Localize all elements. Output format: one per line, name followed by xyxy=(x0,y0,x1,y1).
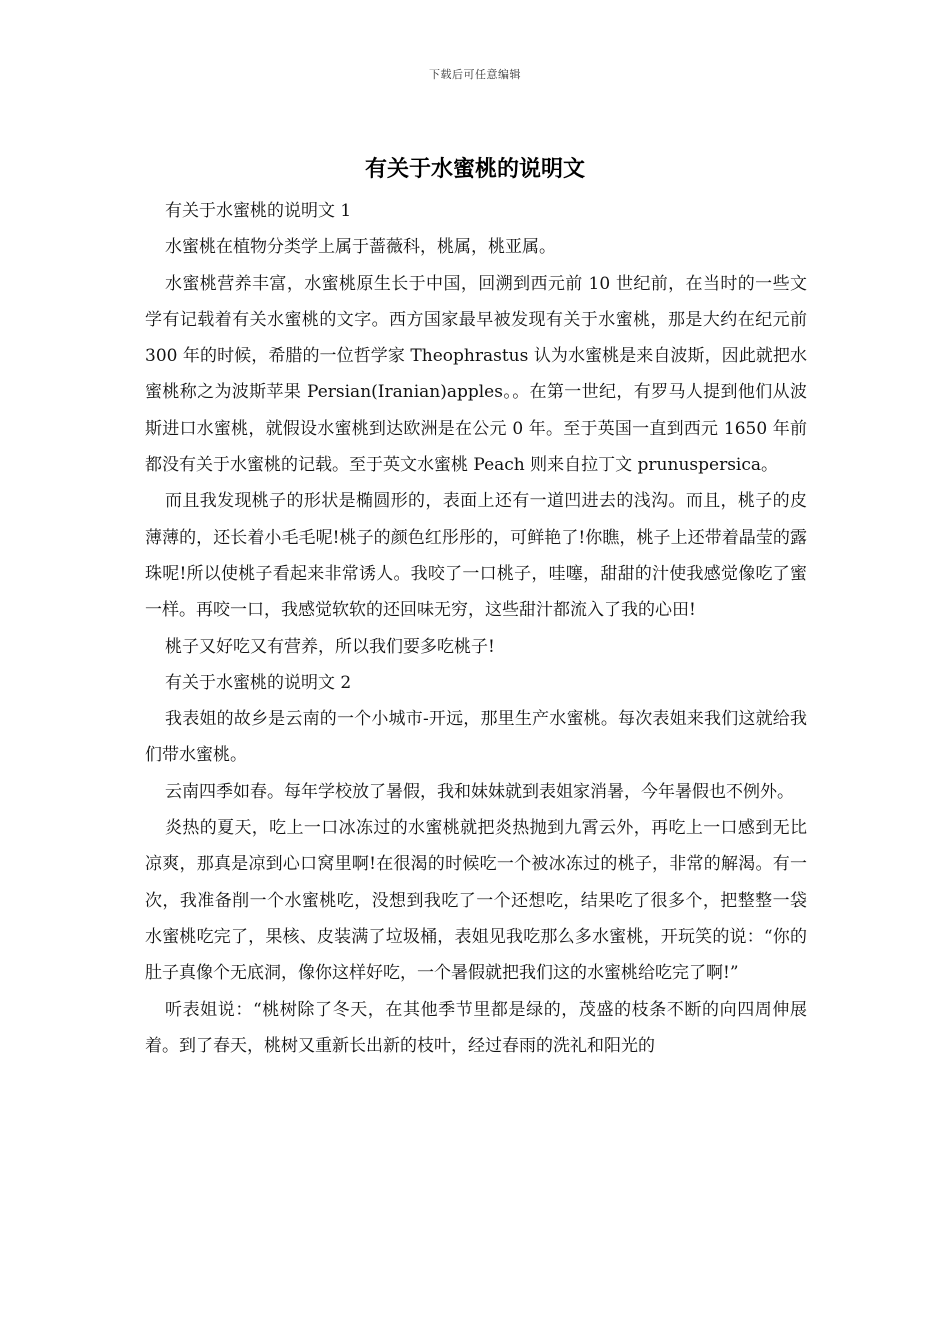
page-header: 下载后可任意编辑 xyxy=(429,68,521,81)
paragraph-4: 而且我发现桃子的形状是椭圆形的，表面上还有一道凹进去的浅沟。而且，桃子的皮薄薄的，还长着小毛毛呢!桃子的颜色红彤彤的，可鲜艳了!你瞧，桃子上还带着晶莹的露珠呢!所以使桃子看起来非常诱人。我咬了一口桃子，哇噻，甜甜的汁使我感觉像吃了蜜一样。再咬一口，我感觉软软的还回味无穷，这些甜汁都流入了我的心田! xyxy=(145,491,807,621)
paragraph-7: 我表姐的故乡是云南的一个小城市-开远，那里生产水蜜桃。每次表姐来我们这就给我们带水蜜桃。 xyxy=(145,709,807,766)
paragraph-9: 炎热的夏天，吃上一口冰冻过的水蜜桃就把炎热抛到九霄云外，再吃上一口感到无比凉爽，那真是凉到心口窝里啊!在很渴的时候吃一个被冰冻过的桃子，非常的解渴。有一次，我准备削一个水蜜桃吃，没想到我吃了一个还想吃，结果吃了很多个，把整整一袋水蜜桃吃完了，果核、皮装满了垃圾桶，表姐见我吃那么多水蜜桃，开玩笑的说：“你的肚子真像个无底洞，像你这样好吃，一个暑假就把我们这的水蜜桃给吃完了啊!” xyxy=(145,818,807,984)
paragraph-8: 云南四季如春。每年学校放了暑假，我和妹妹就到表姐家消暑，今年暑假也不例外。 xyxy=(165,781,794,802)
paragraph-5: 桃子又好吃又有营养，所以我们要多吃桃子! xyxy=(165,636,495,657)
document-title: 有关于水蜜桃的说明文 xyxy=(364,156,585,182)
paragraph-1: 有关于水蜜桃的说明文 1 xyxy=(165,201,352,221)
paragraph-6: 有关于水蜜桃的说明文 2 xyxy=(165,672,352,693)
document-body xyxy=(145,193,807,1064)
paragraph-10: 听表姐说：“桃树除了冬天，在其他季节里都是绿的，茂盛的枝条不断的向四周伸展着。到了春天，桃树又重新长出新的枝叶，经过春雨的洗礼和阳光的 xyxy=(145,999,807,1056)
paragraph-3: 水蜜桃营养丰富，水蜜桃原生长于中国，回溯到西元前 10 世纪前，在当时的一些文学有记载着有关水蜜桃的文字。西方国家最早被发现有关于水蜜桃，那是大约在纪元前 300 年的时候，希腊的一位哲学家 Theophrastus 认为水蜜桃是来自波斯，因此就把水蜜桃称之为波斯苹果 Persian(Iranian)apples。。在第一世纪，有罗马人提到他们从波斯进口水蜜桃，就假设水蜜桃到达欧洲是在公元 0 年。至于英国一直到西元 1650 年前都没有关于水蜜桃的记载。至于英文水蜜桃 Peach 则来自拉丁文 prunuspersica。 xyxy=(145,273,807,476)
paragraph-2: 水蜜桃在植物分类学上属于蔷薇科，桃属，桃亚属。 xyxy=(165,237,556,258)
